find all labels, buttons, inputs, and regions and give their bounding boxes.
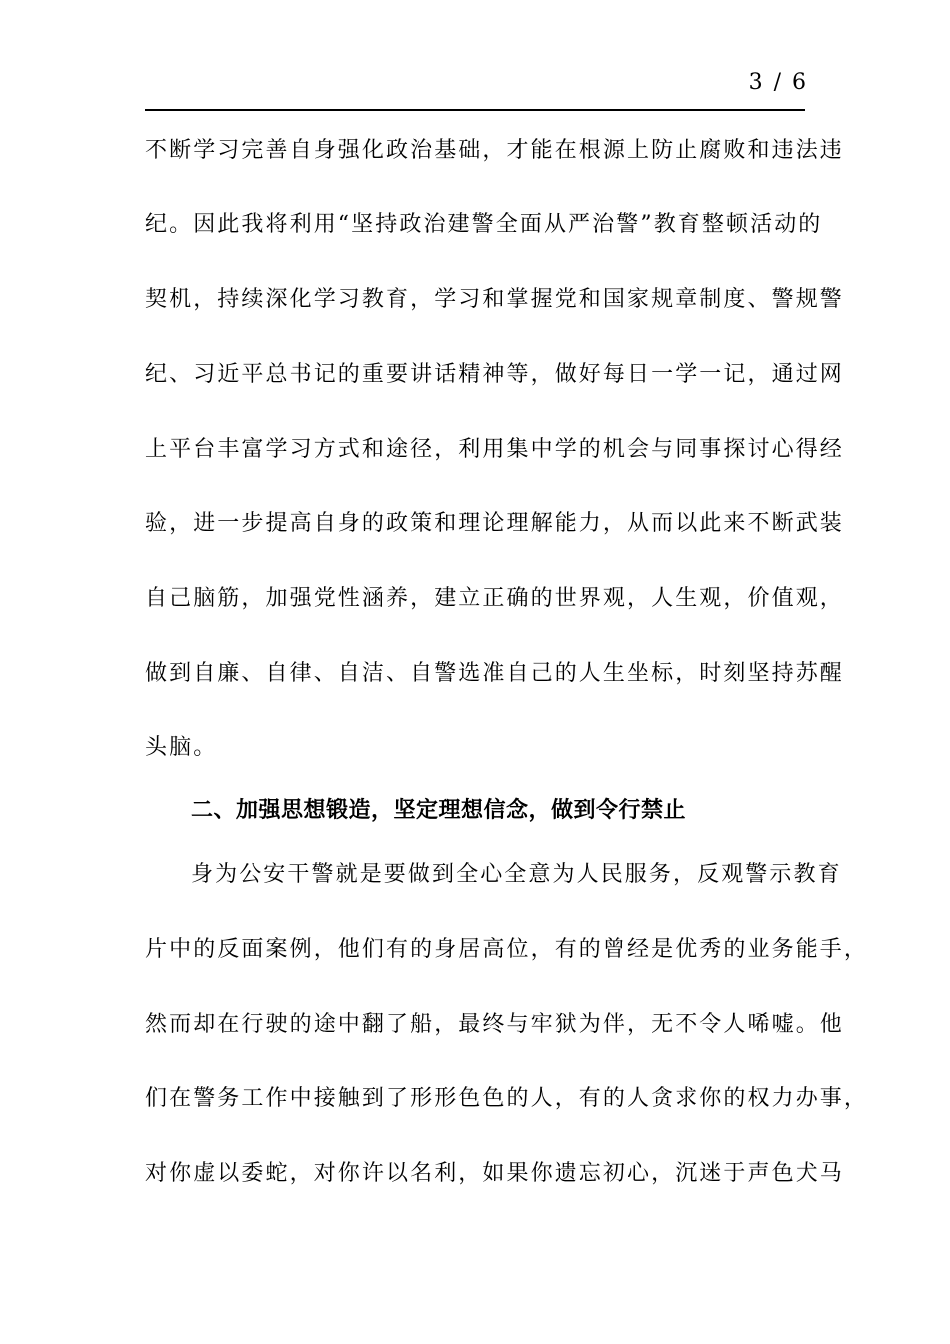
paragraph-line: 做到自廉、自律、自洁、自警选准自己的人生坐标，时刻坚持苏醒 [145, 661, 844, 686]
paragraph-line: 上平台丰富学习方式和途径，利用集中学的机会与同事探讨心得经 [145, 437, 844, 462]
section-heading: 二、加强思想锻造，坚定理想信念，做到令行禁止 [191, 798, 687, 823]
paragraph-line: 纪。因此我将利用“坚持政治建警全面从严治警”教育整顿活动的 [145, 212, 823, 237]
paragraph-line: 不断学习完善自身强化政治基础，才能在根源上防止腐败和违法违 [145, 138, 844, 163]
paragraph-line: 验，进一步提高自身的政策和理论理解能力，从而以此来不断武装 [145, 511, 844, 536]
paragraph-line: 纪、习近平总书记的重要讲话精神等，做好每日一学一记，通过网 [145, 362, 844, 387]
paragraph-line: 自己脑筋，加强党性涵养，建立正确的世界观，人生观，价值观， [145, 586, 844, 611]
paragraph-line: 片中的反面案例，他们有的身居高位，有的曾经是优秀的业务能手， [145, 937, 869, 962]
paragraph-line: 身为公安干警就是要做到全心全意为人民服务，反观警示教育 [191, 862, 842, 887]
header-rule [145, 109, 805, 111]
paragraph-line: 对你虚以委蛇，对你许以名利，如果你遗忘初心，沉迷于声色犬马 [145, 1161, 844, 1186]
paragraph-line: 们在警务工作中接触到了形形色色的人，有的人贪求你的权力办事， [145, 1086, 869, 1111]
paragraph-line: 头脑。 [145, 735, 218, 760]
paragraph-line: 然而却在行驶的途中翻了船，最终与牢狱为伴，无不令人唏嘘。他 [145, 1012, 844, 1037]
page-number: 3 / 6 [748, 70, 808, 95]
paragraph-line: 契机，持续深化学习教育，学习和掌握党和国家规章制度、警规警 [145, 287, 844, 312]
